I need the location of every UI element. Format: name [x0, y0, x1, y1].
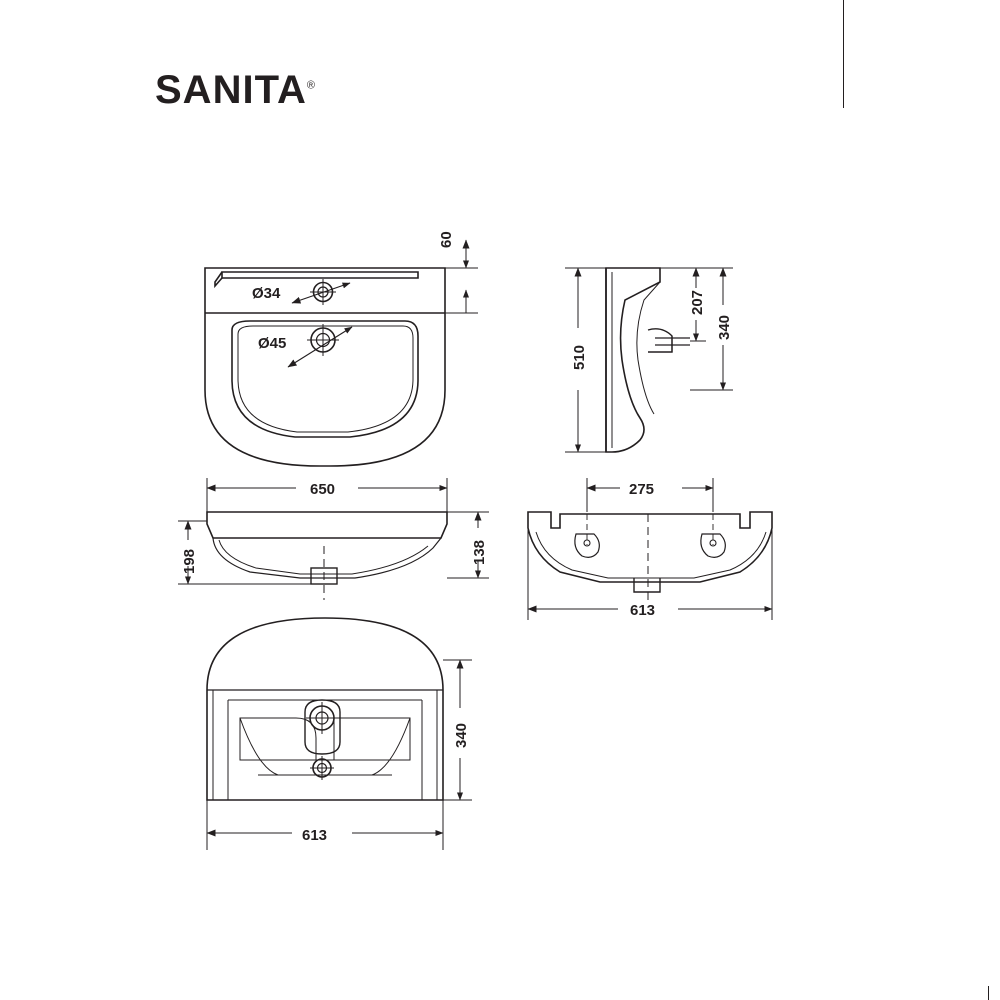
label-138: 138 — [471, 539, 488, 565]
front-view — [207, 618, 443, 800]
label-340-side: 340 — [716, 314, 733, 340]
label-340-front: 340 — [453, 722, 470, 748]
dim-60 — [445, 240, 478, 313]
label-dia34: Ø34 — [252, 285, 281, 302]
front-section-view — [207, 512, 447, 600]
label-613-bottom: 613 — [630, 602, 656, 619]
top-view — [205, 268, 445, 466]
label-dia45: Ø45 — [258, 335, 287, 352]
label-613-front: 613 — [302, 827, 328, 844]
label-207: 207 — [689, 289, 706, 315]
side-section-view — [606, 268, 690, 452]
label-275: 275 — [629, 481, 655, 498]
label-198: 198 — [181, 548, 198, 574]
label-510: 510 — [571, 344, 588, 370]
label-650: 650 — [310, 481, 336, 498]
bottom-section-view — [528, 512, 772, 600]
brand-name: SANITA — [155, 68, 307, 112]
registered-mark: ® — [306, 79, 317, 92]
label-60: 60 — [438, 231, 455, 248]
